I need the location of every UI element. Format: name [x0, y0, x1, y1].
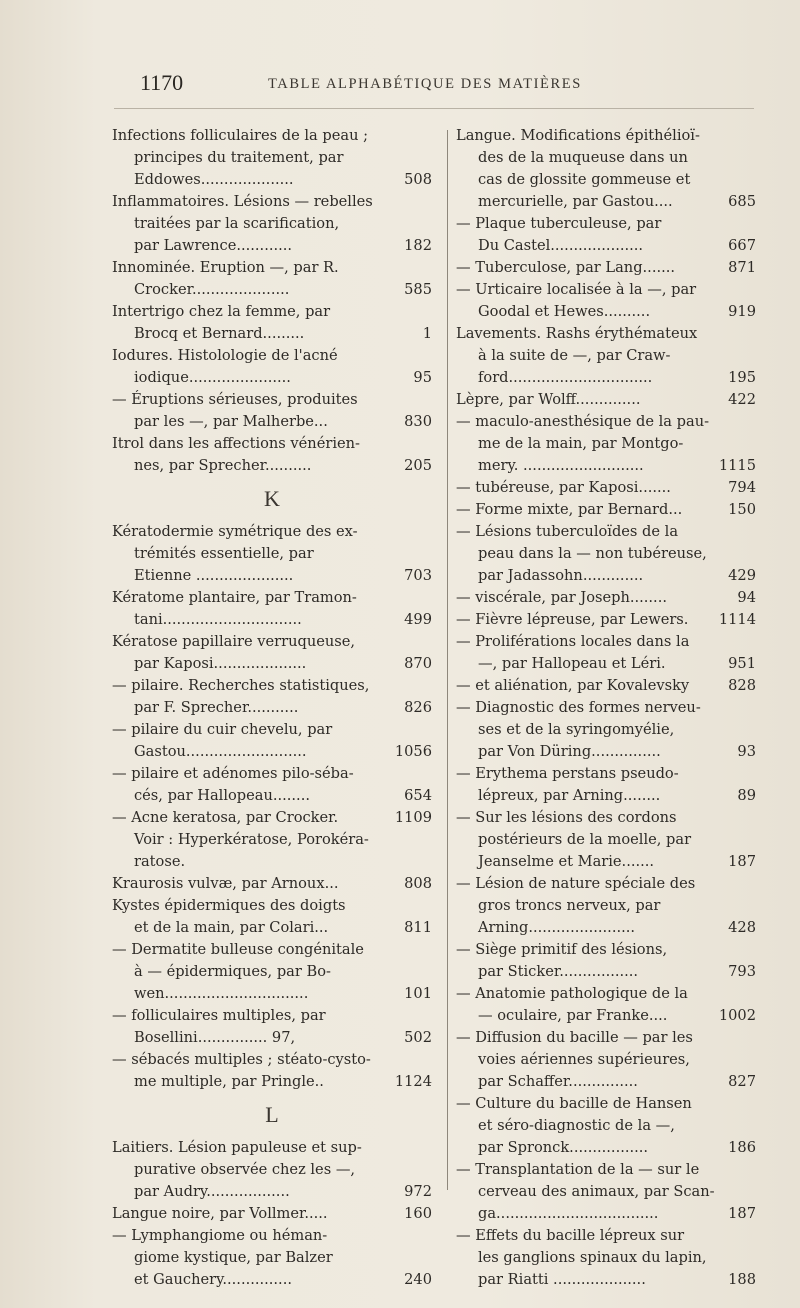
index-entry-text: — Acne keratosa, par Crocker.	[112, 809, 339, 826]
index-entry-text: iodique......................	[134, 369, 291, 386]
index-entry-text: et de la main, par Colari...	[134, 919, 329, 936]
index-column-right	[456, 125, 756, 1291]
index-entry-text: — Lésion de nature spéciale des	[456, 875, 696, 892]
index-line	[112, 1159, 432, 1181]
index-entry-text: ses et de la syringomyélie,	[478, 721, 675, 738]
index-line	[456, 587, 756, 609]
index-page-number: 1115	[718, 457, 756, 474]
index-line	[112, 1225, 432, 1247]
index-line	[456, 235, 756, 257]
index-entry-text: postérieurs de la moelle, par	[478, 831, 692, 848]
index-line	[112, 1027, 432, 1049]
index-line	[112, 609, 432, 631]
index-entry-text: — et aliénation, par Kovalevsky	[456, 677, 690, 694]
index-line	[112, 279, 432, 301]
index-line	[456, 873, 756, 895]
index-page-number: 187	[728, 853, 756, 870]
index-entry-text: — Urticaire localisée à la —, par	[456, 281, 697, 298]
index-page-number: 951	[728, 655, 756, 672]
index-page-number: 429	[728, 567, 756, 584]
index-page-number: 89	[737, 787, 756, 804]
index-line	[456, 1115, 756, 1137]
index-page-number: 182	[404, 237, 432, 254]
index-page-number: 1124	[394, 1073, 432, 1090]
index-line	[456, 631, 756, 653]
index-entry-text: mery. ..........................	[478, 457, 644, 474]
index-entry-text: giome kystique, par Balzer	[134, 1249, 333, 1266]
index-entry-text: Lèpre, par Wolff..............	[456, 391, 641, 408]
index-entry-text: par Sticker.................	[478, 963, 639, 980]
index-entry-text: — Forme mixte, par Bernard...	[456, 501, 683, 518]
index-line	[112, 433, 432, 455]
index-page-number: 667	[728, 237, 756, 254]
index-entry-text: — Erythema perstans pseudo-	[456, 765, 679, 782]
index-line	[112, 1181, 432, 1203]
index-line	[456, 917, 756, 939]
index-line	[112, 169, 432, 191]
index-page-number: 499	[404, 611, 432, 628]
index-line	[456, 1181, 756, 1203]
index-entry-text: tani..............................	[134, 611, 302, 628]
index-line	[112, 785, 432, 807]
index-line	[456, 719, 756, 741]
index-entry-text: par Von Düring...............	[478, 743, 661, 760]
index-line	[112, 345, 432, 367]
index-entry-text: — pilaire du cuir chevelu, par	[112, 721, 333, 738]
index-line	[112, 191, 432, 213]
index-page-number: 794	[728, 479, 756, 496]
index-line	[456, 895, 756, 917]
index-line	[456, 829, 756, 851]
index-line	[112, 587, 432, 609]
index-line	[456, 301, 756, 323]
column-divider	[447, 130, 448, 1190]
index-line	[456, 675, 756, 697]
index-entry-text: mercurielle, par Gastou....	[478, 193, 673, 210]
index-line	[112, 873, 432, 895]
index-page-number: 187	[728, 1205, 756, 1222]
header-rule	[114, 108, 754, 109]
index-line	[456, 961, 756, 983]
index-entry-text: trémités essentielle, par	[134, 545, 314, 562]
index-entry-text: — Proliférations locales dans la	[456, 633, 690, 650]
index-line	[456, 125, 756, 147]
index-line	[112, 1269, 432, 1291]
index-line	[456, 1071, 756, 1093]
index-entry-text: — Diagnostic des formes nerveu-	[456, 699, 701, 716]
index-entry-text: par F. Sprecher...........	[134, 699, 299, 716]
index-page-number: 871	[728, 259, 756, 276]
index-line	[112, 1049, 432, 1071]
index-entry-text: des de la muqueuse dans un	[478, 149, 688, 166]
index-line	[456, 1159, 756, 1181]
index-entry-text: gros troncs nerveux, par	[478, 897, 661, 914]
index-entry-text: par Jadassohn.............	[478, 567, 644, 584]
index-line	[112, 719, 432, 741]
index-entry-text: me multiple, par Pringle..	[134, 1073, 324, 1090]
index-entry-text: —, par Hallopeau et Léri.	[478, 655, 666, 672]
index-page-number: 811	[404, 919, 432, 936]
index-line	[456, 1049, 756, 1071]
index-entry-text: traitées par la scarification,	[134, 215, 340, 232]
index-entry-text: — Lymphangiome ou héman-	[112, 1227, 328, 1244]
index-entry-text: cerveau des animaux, par Scan-	[478, 1183, 715, 1200]
index-entry-text: peau dans la — non tubéreuse,	[478, 545, 707, 562]
index-column-left	[112, 125, 432, 1291]
index-entry-text: Gastou..........................	[134, 743, 307, 760]
index-line	[456, 543, 756, 565]
index-line	[112, 851, 432, 873]
index-line	[456, 697, 756, 719]
index-entry-text: à la suite de —, par Craw-	[478, 347, 671, 364]
index-page-number: 808	[404, 875, 432, 892]
index-entry-text: cas de glossite gommeuse et	[478, 171, 691, 188]
index-entry-text: — folliculaires multiples, par	[112, 1007, 326, 1024]
index-entry-text: et Gauchery...............	[134, 1271, 292, 1288]
index-entry-text: — Fièvre lépreuse, par Lewers.	[456, 611, 689, 628]
index-line	[456, 257, 756, 279]
index-line	[456, 939, 756, 961]
index-line	[456, 851, 756, 873]
index-entry-text: — oculaire, par Franke....	[478, 1007, 668, 1024]
section-letter: L	[265, 1102, 279, 1127]
page-header	[140, 70, 660, 100]
index-entry-text: Arning.......................	[478, 919, 636, 936]
index-page-number: 428	[728, 919, 756, 936]
index-page-number: 502	[404, 1029, 432, 1046]
index-line	[112, 653, 432, 675]
index-line	[112, 565, 432, 587]
index-entry-text: et séro-diagnostic de la —,	[478, 1117, 675, 1134]
index-line	[456, 147, 756, 169]
index-line	[112, 389, 432, 411]
index-entry-text: Kératodermie symétrique des ex-	[112, 523, 358, 540]
index-entry-text: Kystes épidermiques des doigts	[112, 897, 346, 914]
index-line	[112, 807, 432, 829]
index-entry-text: Bosellini............... 97,	[134, 1029, 296, 1046]
index-line	[456, 169, 756, 191]
index-entry-text: Lavements. Rashs érythémateux	[456, 325, 698, 342]
index-entry-text: par Lawrence............	[134, 237, 293, 254]
index-line	[456, 521, 756, 543]
index-page-number: 972	[404, 1183, 432, 1200]
index-entry-text: — tubéreuse, par Kaposi.......	[456, 479, 671, 496]
index-page-number: 1056	[394, 743, 432, 760]
index-line	[456, 1093, 756, 1115]
index-line	[456, 345, 756, 367]
index-line	[112, 741, 432, 763]
index-entry-text: par Schaffer...............	[478, 1073, 638, 1090]
index-entry-text: Goodal et Hewes..........	[478, 303, 651, 320]
index-entry-text: purative observée chez les —,	[134, 1161, 356, 1178]
index-page-number: 1	[422, 325, 432, 342]
index-page-number: 703	[404, 567, 432, 584]
index-entry-text: Du Castel....................	[478, 237, 644, 254]
index-page-number: 1114	[718, 611, 756, 628]
index-entry-text: Crocker.....................	[134, 281, 290, 298]
index-page-number: 422	[728, 391, 756, 408]
index-line	[456, 609, 756, 631]
index-line	[456, 1005, 756, 1027]
index-entry-text: Langue. Modifications épithélioï-	[456, 127, 700, 144]
index-line	[456, 389, 756, 411]
index-entry-text: Etienne .....................	[134, 567, 294, 584]
index-page-number: 830	[404, 413, 432, 430]
index-page-number: 205	[404, 457, 432, 474]
index-page-number: 919	[728, 303, 756, 320]
index-page-number: 870	[404, 655, 432, 672]
index-page-number: 793	[728, 963, 756, 980]
index-page-number: 101	[404, 985, 432, 1002]
index-line	[112, 213, 432, 235]
running-title: TABLE ALPHABÉTIQUE DES MATIÈRES	[268, 76, 582, 92]
index-line	[456, 1027, 756, 1049]
index-entry-text: — Transplantation de la — sur le	[456, 1161, 700, 1178]
index-entry-text: voies aériennes supérieures,	[478, 1051, 690, 1068]
index-line	[456, 323, 756, 345]
index-line	[456, 763, 756, 785]
index-page-number: 508	[404, 171, 432, 188]
index-line	[456, 983, 756, 1005]
index-line	[112, 675, 432, 697]
index-entry-text: — Lésions tuberculoïdes de la	[456, 523, 679, 540]
index-entry-text: les ganglions spinaux du lapin,	[478, 1249, 707, 1266]
index-entry-text: par Spronck.................	[478, 1139, 649, 1156]
index-page-number: 1109	[394, 809, 432, 826]
index-line	[112, 543, 432, 565]
index-line	[112, 301, 432, 323]
index-line	[456, 477, 756, 499]
index-entry-text: Innominée. Eruption —, par R.	[112, 259, 339, 276]
index-entry-text: Brocq et Bernard.........	[134, 325, 305, 342]
index-line	[112, 521, 432, 543]
index-page-number: 826	[404, 699, 432, 716]
index-entry-text: par Riatti ....................	[478, 1271, 646, 1288]
index-entry-text: — Tuberculose, par Lang.......	[456, 259, 676, 276]
index-entry-text: — Dermatite bulleuse congénitale	[112, 941, 364, 958]
index-page-number: 240	[404, 1271, 432, 1288]
index-entry-text: — Anatomie pathologique de la	[456, 985, 688, 1002]
index-entry-text: cés, par Hallopeau........	[134, 787, 310, 804]
index-line	[456, 499, 756, 521]
index-entry-text: Inflammatoires. Lésions — rebelles	[112, 193, 373, 210]
index-page-number: 685	[728, 193, 756, 210]
index-line	[112, 697, 432, 719]
index-line	[456, 785, 756, 807]
index-page-number: 1002	[718, 1007, 756, 1024]
index-line	[112, 1247, 432, 1269]
index-entry-text: — Diffusion du bacille — par les	[456, 1029, 693, 1046]
index-entry-text: Infections folliculaires de la peau ;	[112, 127, 369, 144]
index-page-number: 186	[728, 1139, 756, 1156]
index-line	[112, 1203, 432, 1225]
index-entry-text: — viscérale, par Joseph........	[456, 589, 667, 606]
index-line	[112, 1071, 432, 1093]
index-entry-text: — Sur les lésions des cordons	[456, 809, 677, 826]
index-entry-text: Kraurosis vulvæ, par Arnoux...	[112, 875, 339, 892]
index-entry-text: à — épidermiques, par Bo-	[134, 963, 331, 980]
index-entry-text: — Plaque tuberculeuse, par	[456, 215, 662, 232]
index-entry-text: me de la main, par Montgo-	[478, 435, 684, 452]
index-entry-text: Intertrigo chez la femme, par	[112, 303, 331, 320]
index-entry-text: par Audry..................	[134, 1183, 290, 1200]
index-line	[112, 939, 432, 961]
index-line	[112, 917, 432, 939]
index-line	[456, 279, 756, 301]
index-line	[456, 1269, 756, 1291]
index-line	[112, 1137, 432, 1159]
index-line	[112, 455, 432, 477]
index-entry-text: Itrol dans les affections vénérien-	[112, 435, 360, 452]
index-line	[456, 213, 756, 235]
index-page-number: 828	[728, 677, 756, 694]
index-entry-text: Jeanselme et Marie.......	[478, 853, 655, 870]
index-line	[112, 367, 432, 389]
index-line	[456, 653, 756, 675]
index-line	[456, 1247, 756, 1269]
index-line	[456, 565, 756, 587]
index-line	[112, 983, 432, 1005]
index-line	[456, 367, 756, 389]
index-page-number: 188	[728, 1271, 756, 1288]
section-letter: K	[264, 486, 280, 511]
index-line	[112, 235, 432, 257]
index-entry-text: wen...............................	[134, 985, 309, 1002]
index-line	[112, 411, 432, 433]
index-line	[112, 323, 432, 345]
index-page-number: 195	[728, 369, 756, 386]
index-entry-text: — Culture du bacille de Hansen	[456, 1095, 692, 1112]
index-entry-text: par les —, par Malherbe...	[134, 413, 328, 430]
index-entry-text: — Éruptions sérieuses, produites	[112, 391, 358, 408]
index-entry-text: nes, par Sprecher..........	[134, 457, 312, 474]
index-entry-text: par Kaposi....................	[134, 655, 307, 672]
index-line	[112, 631, 432, 653]
index-line	[456, 411, 756, 433]
index-entry-text: Langue noire, par Vollmer.....	[112, 1205, 328, 1222]
index-line	[456, 807, 756, 829]
index-line	[456, 191, 756, 213]
index-line	[112, 257, 432, 279]
index-page-number: 150	[728, 501, 756, 518]
index-entry-text: — pilaire et adénomes pilo-séba-	[112, 765, 354, 782]
index-page-number: 585	[404, 281, 432, 298]
index-entry-text: — sébacés multiples ; stéato-cysto-	[112, 1051, 371, 1068]
index-line	[112, 829, 432, 851]
index-line	[112, 763, 432, 785]
index-line	[456, 1203, 756, 1225]
index-page-number: 93	[737, 743, 756, 760]
index-line	[456, 1137, 756, 1159]
index-entry-text: ga...................................	[478, 1205, 659, 1222]
index-page-number: 160	[404, 1205, 432, 1222]
index-entry-text: Voir : Hyperkératose, Porokéra-	[134, 831, 369, 848]
index-entry-text: Laitiers. Lésion papuleuse et sup-	[112, 1139, 362, 1156]
index-entry-text: Iodures. Histolologie de l'acné	[112, 347, 338, 364]
index-line	[112, 961, 432, 983]
index-line	[456, 433, 756, 455]
index-page-number: 94	[737, 589, 756, 606]
index-line	[112, 895, 432, 917]
index-entry-text: Kératose papillaire verruqueuse,	[112, 633, 356, 650]
index-page-number: 654	[404, 787, 432, 804]
index-entry-text: ford...............................	[478, 369, 653, 386]
index-entry-text: lépreux, par Arning........	[478, 787, 661, 804]
index-entry-text: — Siège primitif des lésions,	[456, 941, 668, 958]
page-number: 1170	[140, 70, 184, 95]
index-line	[456, 455, 756, 477]
index-line	[112, 147, 432, 169]
index-page-number: 827	[728, 1073, 756, 1090]
index-entry-text: — Effets du bacille lépreux sur	[456, 1227, 685, 1244]
index-line	[112, 125, 432, 147]
index-line	[456, 741, 756, 763]
index-entry-text: Kératome plantaire, par Tramon-	[112, 589, 357, 606]
index-line	[456, 1225, 756, 1247]
index-line	[112, 1005, 432, 1027]
index-entry-text: ratose.	[134, 853, 186, 870]
index-entry-text: — maculo-anesthésique de la pau-	[456, 413, 710, 430]
index-page-number: 95	[413, 369, 432, 386]
index-entry-text: Eddowes....................	[134, 171, 294, 188]
index-entry-text: — pilaire. Recherches statistiques,	[112, 677, 370, 694]
index-entry-text: principes du traitement, par	[134, 149, 344, 166]
